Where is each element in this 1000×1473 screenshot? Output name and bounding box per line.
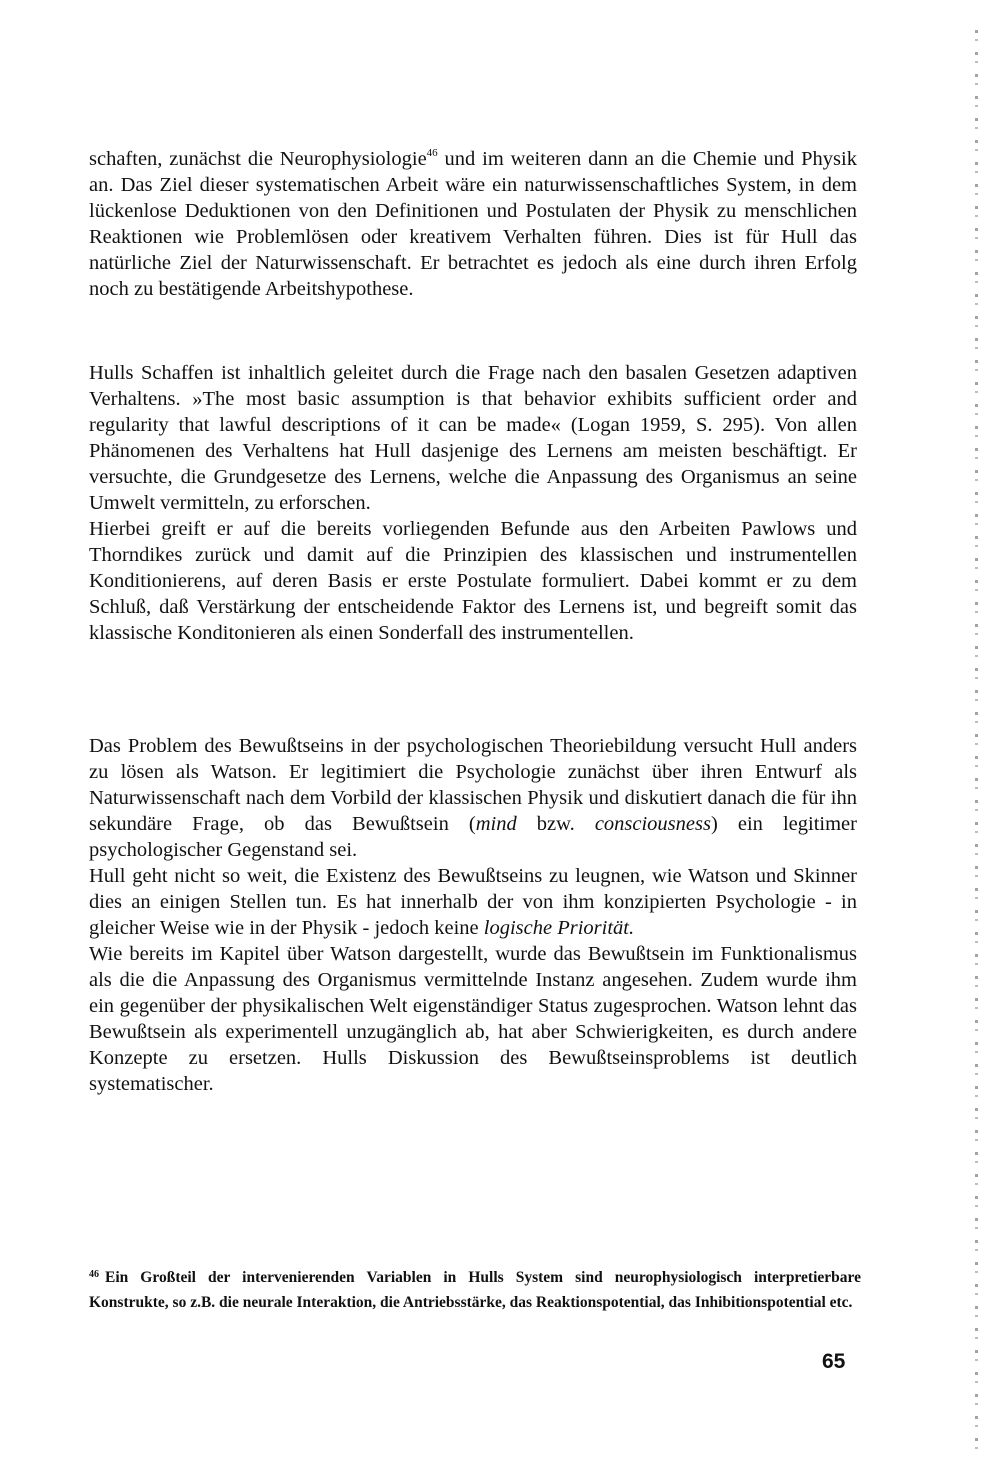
paragraph-text: bzw. [516, 813, 595, 835]
italic-term: consciousness [594, 813, 711, 835]
paragraph: Wie bereits im Kapitel über Watson dargestellt, wurde das Bewußtsein im Funktionalismus als die die Anpassung des Organismus vermittelnde Instanz angesehen. Zudem wurde ihm ein gegenüber der physikalischen Welt eigenständiger Status zugesprochen. Watson lehnt das Bewußtsein als experimentell unzugänglich ab, hat aber Schwierigkeiten, es durch andere Konzepte zu ersetzen. Hulls Diskussion des Bewußtseinsproblems ist deutlich systematischer. [89, 943, 857, 1095]
footnote-text: Ein Großteil der intervenierenden Variablen in Hulls System sind neurophysiologisch interpretierbare Konstrukte, so z.B. die neurale Interaktion, die Antriebsstärke, das Reaktionspotential, das Inhibitionspotential etc. [89, 1269, 861, 1311]
text-block-1 [89, 146, 857, 302]
paragraph-text: und im weiteren dann an die Chemie und Physik an. Das Ziel dieser systematischen Arbeit wäre ein naturwissenschaftliches System, in dem lückenlose Deduktionen von den Definitionen und Postulaten der Physik zu menschlichen Reaktionen wie Problemlösen oder kreativem Verhalten führen. Dies ist für Hull das natürliche Ziel der Naturwissenschaft. Er betrachtet es jedoch als eine durch ihren Erfolg noch zu bestätigende Arbeitshypothese. [89, 148, 857, 300]
paragraph-text: schaften, zunächst die Neurophysiologie [89, 148, 427, 170]
footnote [89, 1262, 861, 1315]
text-block-3 [89, 733, 857, 1097]
footnote-reference: 46 [426, 147, 438, 159]
paragraph: Hulls Schaffen ist inhaltlich geleitet durch die Frage nach den basalen Gesetzen adaptiven Verhaltens. »The most basic assumption is that behavior exhibits sufficient order and regularity that lawful descriptions of it can be made« (Logan 1959, S. 295). Von allen Phänomenen des Verhaltens hat Hull dasjenige des Lernens am meisten beschäftigt. Er versuchte, die Grundgesetze des Lernens, welche die Anpassung des Organismus an seine Umwelt vermitteln, zu erforschen. [89, 362, 857, 514]
footnote-marker: 46 [89, 1269, 99, 1280]
italic-term: logische Priorität. [483, 917, 635, 939]
paragraph [89, 863, 857, 941]
text-block-2 [89, 360, 857, 646]
paragraph [89, 733, 857, 863]
paragraph: Hierbei greift er auf die bereits vorliegenden Befunde aus den Arbeiten Pawlows und Thorndikes zurück und damit auf die Prinzipien des klassischen und instrumentellen Konditionierens, auf deren Basis er erste Postulate formuliert. Dabei kommt er zu dem Schluß, daß Verstärkung der entscheidende Faktor des Lernens ist, und begreift somit das klassische Konditonieren als einen Sonderfall des instrumentellen. [89, 518, 857, 644]
paragraph [89, 146, 857, 302]
paragraph-text: Das Problem des Bewußtseins in der psychologischen Theoriebildung versucht Hull anders zu lösen als Watson. Er legitimiert die Psychologie zunächst über ihren Entwurf als Naturwissenschaft nach dem Vorbild der klassischen Physik und diskutiert danach die für ihn sekundäre Frage, ob das Bewußtsein ( [89, 735, 857, 835]
italic-term: mind [475, 813, 517, 835]
scan-edge-artifact [975, 30, 978, 1460]
paragraph-text: Hull geht nicht so weit, die Existenz des Bewußtseins zu leugnen, wie Watson und Skinner dies an einigen Stellen tun. Es hat innerhalb der von ihm konzipierten Psychologie - in gleicher Weise wie in der Physik - jedoch keine [89, 865, 857, 939]
page-number: 65 [822, 1350, 846, 1373]
paragraph-text: ) ein legitimer psychologischer Gegenstand sei. [89, 813, 857, 861]
